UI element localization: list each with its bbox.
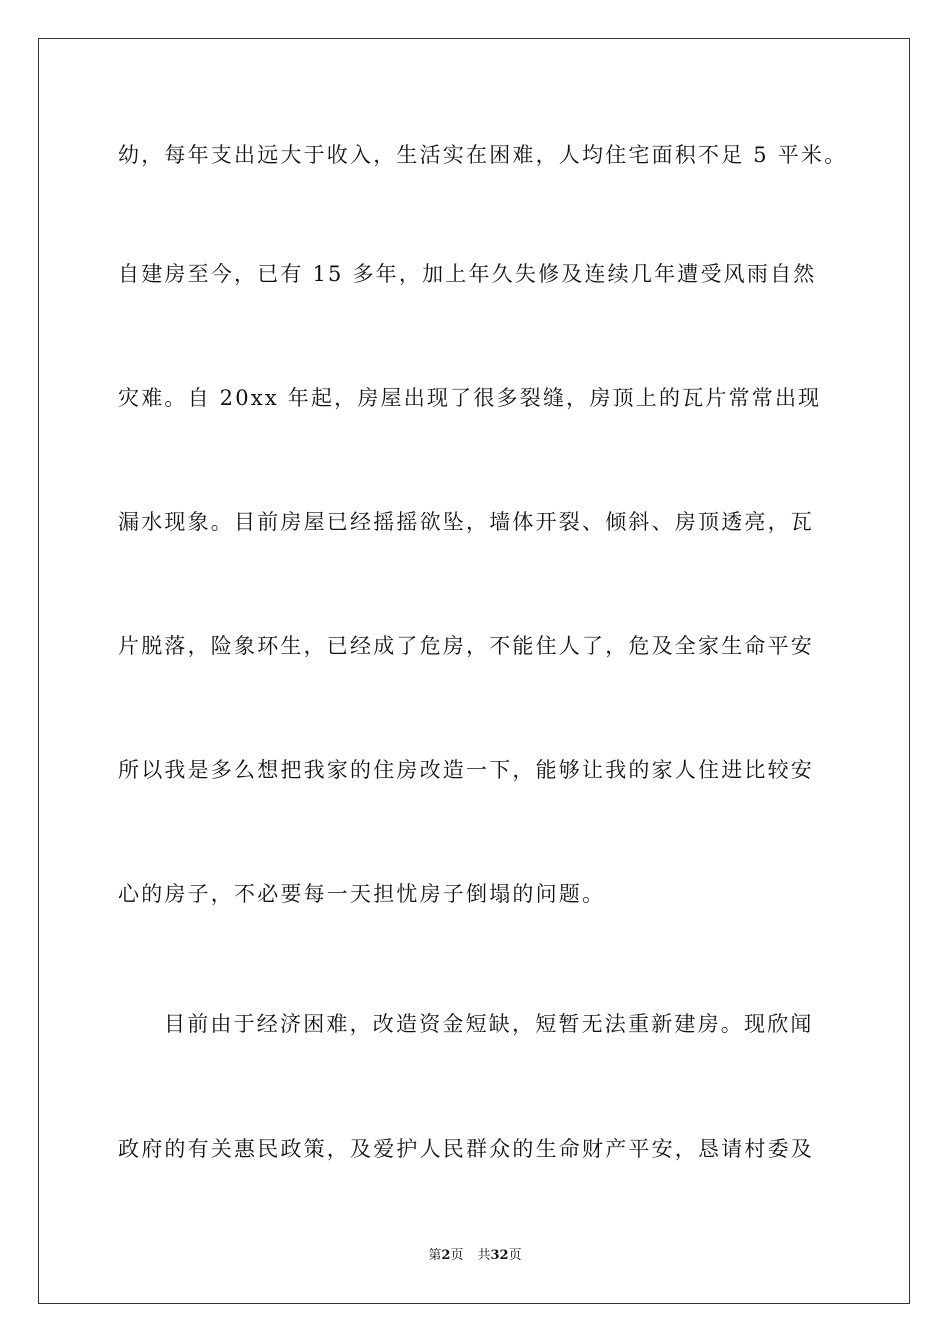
text-line: 幼，每年支出远大于收入，生活实在困难，人均住宅面积不足 5 平米。 bbox=[118, 143, 848, 167]
text-line: 灾难。自 20xx 年起，房屋出现了很多裂缝，房顶上的瓦片常常出现 bbox=[118, 386, 822, 410]
text-line: 心的房子，不必要每一天担忧房子倒塌的问题。 bbox=[118, 882, 606, 906]
total-suffix: 页 bbox=[508, 1248, 522, 1263]
total-prefix: 共 bbox=[477, 1248, 491, 1263]
text-line: 所以我是多么想把我家的住房改造一下，能够让我的家人住进比较安 bbox=[118, 758, 814, 782]
total-pages-number: 32 bbox=[490, 1248, 509, 1263]
page-border bbox=[38, 38, 910, 1304]
page-suffix: 页 bbox=[450, 1248, 464, 1263]
text-line: 自建房至今，已有 15 多年，加上年久失修及连续几年遭受风雨自然 bbox=[118, 262, 817, 286]
current-page-number: 2 bbox=[441, 1248, 451, 1263]
page-prefix: 第 bbox=[428, 1248, 442, 1263]
text-line: 政府的有关惠民政策，及爱护人民群众的生命财产平安，恳请村委及 bbox=[118, 1137, 814, 1161]
text-line: 漏水现象。目前房屋已经摇摇欲坠，墙体开裂、倾斜、房顶透亮，瓦 bbox=[118, 510, 814, 534]
paragraph-first-line: 目前由于经济困难，改造资金短缺，短暂无法重新建房。现欣闻 bbox=[164, 1012, 814, 1036]
text-line: 片脱落，险象环生，已经成了危房，不能住人了，危及全家生命平安 bbox=[118, 634, 814, 658]
page-footer bbox=[0, 1247, 950, 1265]
